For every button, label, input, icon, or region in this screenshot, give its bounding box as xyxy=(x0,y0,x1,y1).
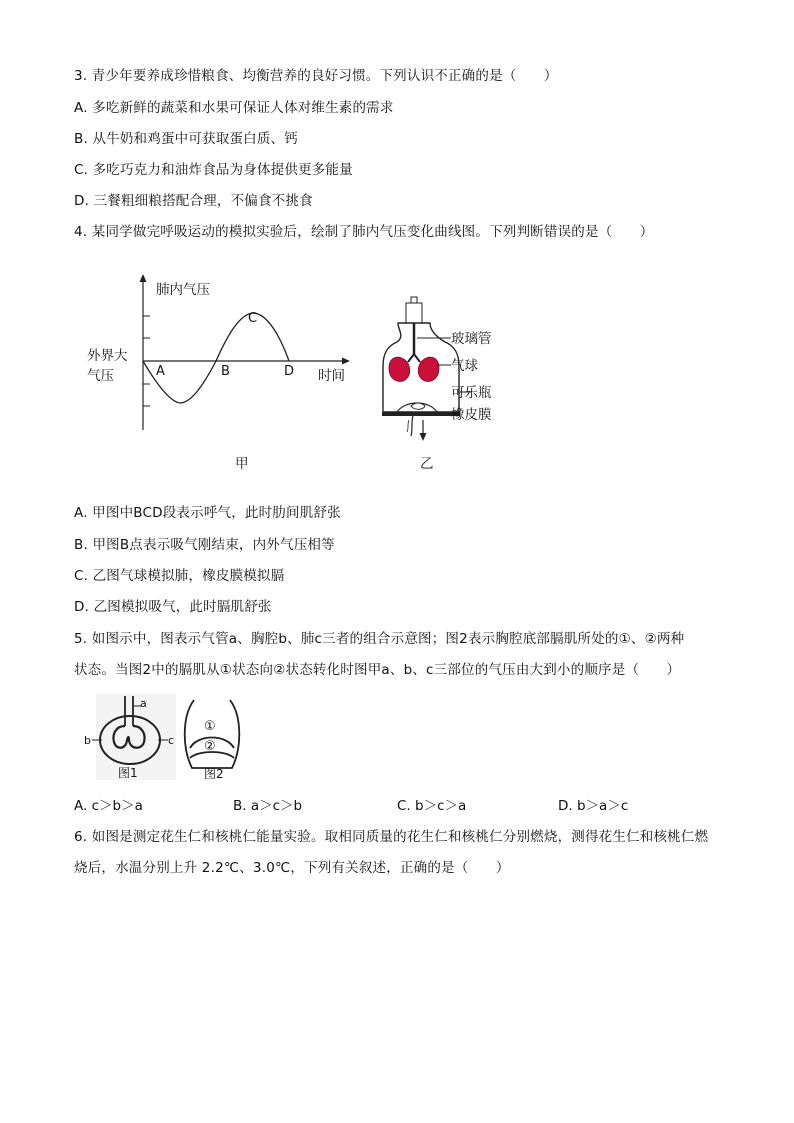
q5-option-c: C. b＞c＞a xyxy=(397,798,467,814)
q3-option-d: D. 三餐粗细粮搭配合理，不偏食不挑食 xyxy=(74,193,313,209)
fig2-caption: 图2 xyxy=(204,767,224,781)
label-bottle: 可乐瓶 xyxy=(451,385,492,401)
q3-option-a: A. 多吃新鲜的蔬菜和水果可保证人体对维生素的需求 xyxy=(74,100,394,116)
q4-figure-yi-bottle-model xyxy=(375,288,545,478)
label-balloon: 气球 xyxy=(451,358,478,374)
q5-option-a: A. c＞b＞a xyxy=(74,798,143,814)
fig1-caption: 图1 xyxy=(118,766,138,780)
q5-stem-line1: 5. 如图示中，图表示气管a、胸腔b、肺c三者的组合示意图；图2表示胸腔底部膈肌所处的①、②两种 xyxy=(74,631,685,647)
fig1-label-a: a xyxy=(140,697,147,710)
x-axis-label: 时间 xyxy=(318,368,345,384)
q6-stem-line1: 6. 如图是测定花生仁和核桃仁能量实验。取相同质量的花生仁和核桃仁分别燃烧，测得花生仁和核桃仁燃 xyxy=(74,829,709,845)
point-c-label: C xyxy=(248,311,258,326)
q6-stem-line2: 烧后，水温分别上升 2.2℃、3.0℃，下列有关叙述，正确的是（ ） xyxy=(74,860,510,876)
baseline-label-line2: 气压 xyxy=(87,368,114,384)
left-balloon xyxy=(389,357,410,381)
q5-option-d: D. b＞a＞c xyxy=(558,798,629,814)
point-a-label: A xyxy=(156,364,165,379)
q5-stem-line2: 状态。当图2中的膈肌从①状态向②状态转化时图甲a、b、c三部位的气压由大到小的顺序是（ ） xyxy=(74,662,681,678)
q4-option-a: A. 甲图中BCD段表示呼气，此时肋间肌舒张 xyxy=(74,505,341,521)
q4-stem: 4. 某同学做完呼吸运动的模拟实验后，绘制了肺内气压变化曲线图。下列判断错误的是（ ） xyxy=(74,224,654,240)
figure-jia-caption: 甲 xyxy=(235,456,249,472)
label-membrane: 橡皮膜 xyxy=(451,407,492,423)
label-glass-tube: 玻璃管 xyxy=(451,331,492,347)
q5-figure-2-diaphragm xyxy=(180,692,250,784)
q4-option-b: B. 甲图B点表示吸气刚结束，内外气压相等 xyxy=(74,537,335,553)
q5-option-b: B. a＞c＞b xyxy=(233,798,303,814)
q5-figure-1-thorax xyxy=(80,692,180,784)
baseline-label-line1: 外界大 xyxy=(87,348,128,364)
q3-stem: 3. 青少年要养成珍惜粮食、均衡营养的良好习惯。下列认识不正确的是（ ） xyxy=(74,68,558,84)
q4-option-d: D. 乙图模拟吸气，此时膈肌舒张 xyxy=(74,599,272,615)
point-d-label: D xyxy=(284,364,295,379)
q4-option-c: C. 乙图气球模拟肺，橡皮膜模拟膈 xyxy=(74,568,285,584)
q3-option-b: B. 从牛奶和鸡蛋中可获取蛋白质、钙 xyxy=(74,131,298,147)
y-axis-label: 肺内气压 xyxy=(156,282,210,298)
figure-yi-caption: 乙 xyxy=(420,456,434,472)
right-balloon xyxy=(418,357,439,381)
q4-figure-jia-pressure-curve xyxy=(80,270,370,480)
fig2-state-1: ① xyxy=(204,719,216,734)
fig2-state-2: ② xyxy=(204,739,216,754)
point-b-label: B xyxy=(221,364,230,379)
fig1-label-b: b xyxy=(84,734,91,747)
fig1-label-c: c xyxy=(168,734,175,747)
q3-option-c: C. 多吃巧克力和油炸食品为身体提供更多能量 xyxy=(74,162,353,178)
